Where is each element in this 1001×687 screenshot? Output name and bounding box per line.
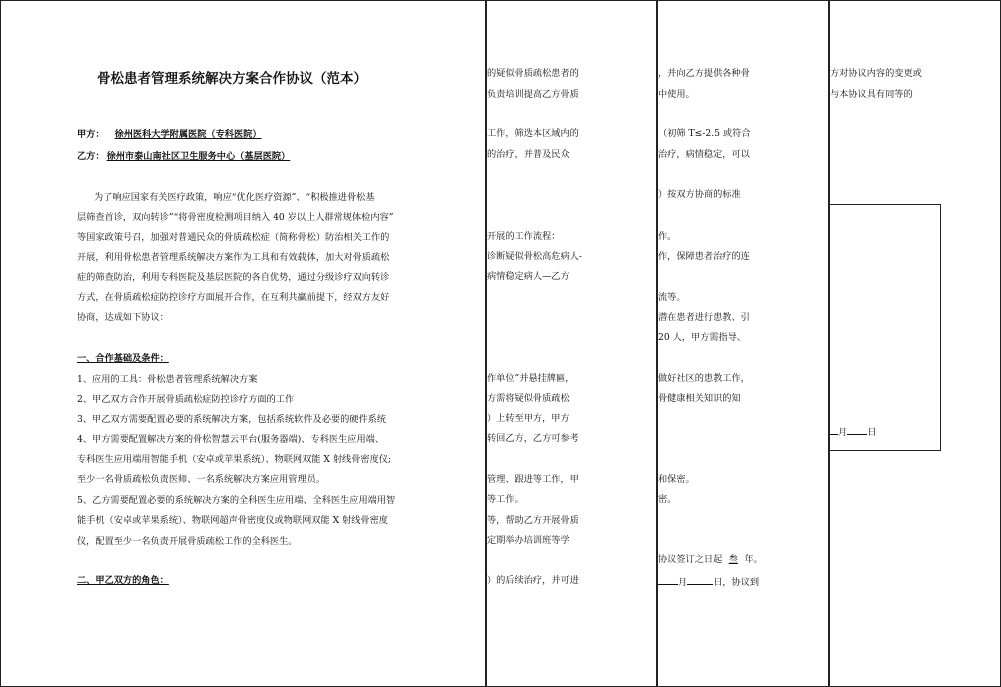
preamble-line: 为了响应国家有关医疗政策，响应“优化医疗资源”、“积极推进骨松基 — [94, 192, 375, 203]
page2-line: 的治疗，并普及民众 — [487, 149, 570, 160]
page2-line: 诊断疑似骨松高危病人- — [487, 251, 582, 262]
blank-underline — [830, 425, 838, 435]
section1-item: 仪，配置至少一名负责开展骨质疏松工作的全科医生。 — [77, 536, 298, 547]
document-page-4 — [829, 0, 1001, 687]
page2-line: 等工作。 — [487, 494, 524, 505]
party-a-label: 甲方： — [77, 129, 105, 140]
blank-underline — [847, 425, 867, 435]
page3-line: ）按双方协商的标准 — [658, 189, 741, 200]
page4-line: 与本协议具有同等的 — [830, 89, 913, 100]
page2-line: 方需将疑似骨质疏松 — [487, 393, 570, 404]
page3-line: 20 人，甲方需指导、 — [658, 332, 747, 343]
blank-underline — [658, 575, 678, 585]
party-b — [77, 151, 290, 163]
page2-line: 病情稳定病人—乙方 — [487, 271, 570, 282]
page3-line: 中使用。 — [658, 89, 695, 100]
party-b-label: 乙方： — [77, 151, 105, 162]
page2-line: 工作，筛选本区域内的 — [487, 128, 579, 139]
page3-line: 作，保障患者治疗的连 — [658, 251, 750, 262]
term-month-unit: 月 — [678, 577, 688, 588]
term-day-unit: 日，协议到 — [713, 577, 760, 588]
page2-line: 管理、跟进等工作，甲 — [487, 474, 579, 485]
document-page-3 — [657, 0, 829, 687]
signature-box-top — [830, 204, 941, 205]
section1-item: 3、甲乙双方需要配置必要的系统解决方案，包括系统软件及必要的硬件系统 — [77, 414, 387, 425]
page3-line: 和保密。 — [658, 474, 695, 485]
section1-item: 能手机（安卓或苹果系统）、物联网超声骨密度仪或物联网双能 X 射线骨密度 — [77, 515, 388, 526]
party-a-name: 徐州医科大学附属医院（专科医院） — [114, 129, 262, 140]
page3-line: 治疗，病情稳定，可以 — [658, 149, 750, 160]
section1-item: 1、应用的工具：骨松患者管理系统解决方案 — [77, 374, 258, 385]
section1-item: 4、甲方需要配置解决方案的骨松智慧云平台(服务器端)、专科医生应用端、 — [77, 434, 385, 445]
page3-line: （初筛 T≤-2.5 或符合 — [658, 128, 751, 139]
page3-line: 流等。 — [658, 292, 686, 303]
page2-line: ）的后续治疗，并可进 — [487, 575, 579, 586]
signature-day-unit: 日 — [867, 427, 877, 438]
document-page-2 — [486, 0, 657, 687]
page2-line: 开展的工作流程： — [487, 231, 561, 242]
section1-heading: 一、合作基础及条件： — [77, 353, 169, 364]
signature-month-unit: 月 — [838, 427, 848, 438]
page3-line: 骨健康相关知识的知 — [658, 393, 741, 404]
page3-line: ，并向乙方提供各种骨 — [658, 68, 750, 79]
term-clause — [658, 554, 763, 566]
page2-line: 负责培训提高乙方骨质 — [487, 89, 579, 100]
section1-item: 5、乙方需要配置必要的系统解决方案的全科医生应用端、全科医生应用端用智 — [77, 495, 396, 506]
preamble-line: 层筛查首诊，双向转诊”“将骨密度检测项目纳入 40 岁以上人群常规体检内容” — [77, 212, 394, 223]
preamble-line: 症的筛查防治，利用专科医院及基层医院的各自优势，通过分级诊疗双向转诊 — [77, 272, 390, 283]
section1-item: 2、甲乙双方合作开展骨质疏松症防控诊疗方面的工作 — [77, 394, 295, 405]
page2-line: 转回乙方，乙方可参考 — [487, 433, 579, 444]
page3-line: 密。 — [658, 494, 677, 505]
section1-item: 至少一名骨质疏松负责医师、一名系统解决方案应用管理员。 — [77, 474, 326, 485]
preamble-line: 协商，达成如下协议： — [77, 312, 169, 323]
agreement-title: 骨松患者管理系统解决方案合作协议（范本） — [97, 71, 367, 87]
section2-heading: 二、甲乙双方的角色： — [77, 575, 169, 586]
signature-date — [830, 425, 876, 439]
page2-line: 的疑似骨质疏松患者的 — [487, 68, 579, 79]
page3-line: 做好社区的患教工作， — [658, 373, 750, 384]
page2-line: 等，帮助乙方开展骨质 — [487, 515, 579, 526]
term-years: 叁 — [728, 554, 738, 565]
party-a — [77, 129, 262, 141]
term-clause-text: 协议签订之日起 — [658, 554, 723, 565]
section1-item: 专科医生应用端用智能手机（安卓或苹果系统）、物联网双能 X 射线骨密度仪; — [77, 454, 392, 465]
page2-line: 定期举办培训班等学 — [487, 535, 570, 546]
preamble-line: 开展，利用骨松患者管理系统解决方案作为工具和有效载体，加大对骨质疏松 — [77, 252, 390, 263]
signature-box-bottom — [830, 450, 941, 451]
document-page-1 — [0, 0, 486, 687]
signature-box-right — [940, 204, 941, 451]
page4-line: 方对协议内容的变更或 — [830, 68, 922, 79]
page2-line: ）上转至甲方，甲方 — [487, 413, 570, 424]
blank-underline — [687, 575, 713, 585]
page3-line: 潜在患者进行患教、引 — [658, 312, 750, 323]
preamble-line: 方式，在骨质疏松症防控诊疗方面展开合作，在互利共赢前提下，经双方友好 — [77, 292, 390, 303]
term-year-unit: 年。 — [744, 554, 763, 565]
preamble-line: 等国家政策号召，加强对普通民众的骨质疏松症（简称骨松）防治相关工作的 — [77, 232, 390, 243]
page3-line: 作。 — [658, 231, 677, 242]
party-b-name: 徐州市泰山南社区卫生服务中心（基层医院） — [106, 151, 291, 162]
page2-line: 作单位”并悬挂牌匾， — [487, 373, 575, 384]
term-end-date — [658, 575, 759, 589]
